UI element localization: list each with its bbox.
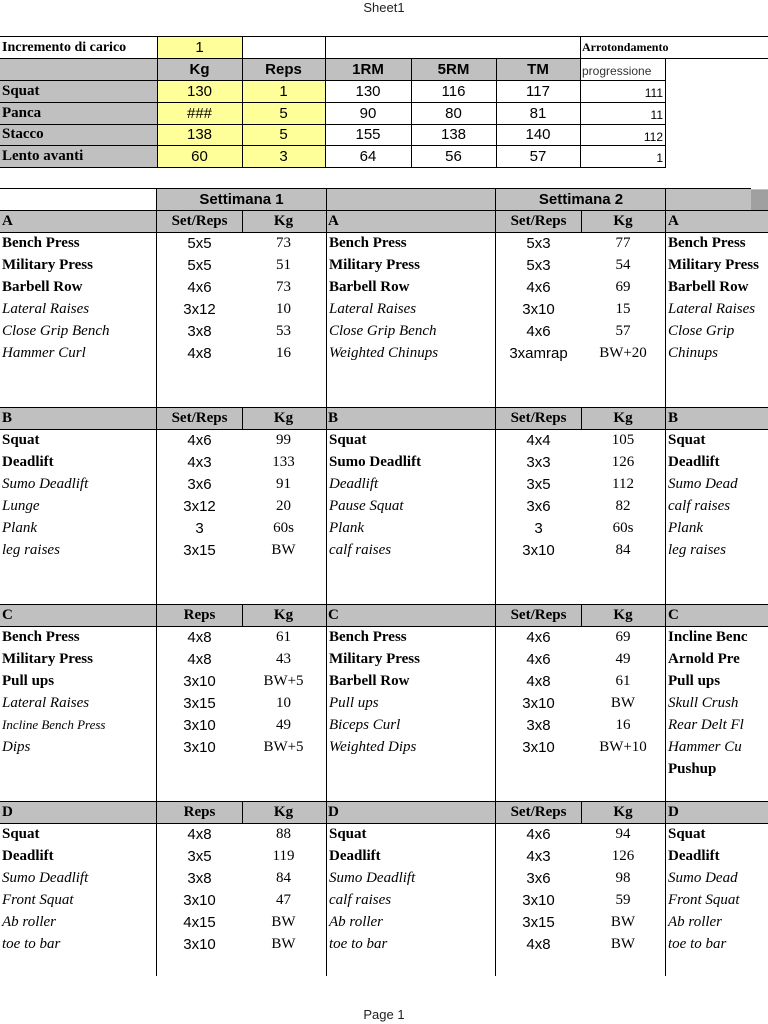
kg-value[interactable]: 105: [611, 431, 635, 448]
col-header-5rm: 5RM: [437, 60, 470, 78]
kg-header: Kg: [613, 212, 633, 229]
kg-value[interactable]: 61: [615, 672, 631, 689]
lift-reps[interactable]: 5: [279, 126, 288, 143]
grid-line: [665, 58, 666, 167]
exercise-name: calf raises: [668, 497, 731, 514]
set-reps-value[interactable]: 3x10: [183, 716, 216, 734]
lift-reps[interactable]: 5: [279, 104, 288, 122]
kg-value[interactable]: 43: [276, 650, 291, 667]
set-reps-value[interactable]: 4x4: [526, 431, 551, 449]
grid-line: [581, 210, 582, 232]
exercise-name: Deadlift: [668, 453, 720, 470]
kg-header: Kg: [613, 409, 633, 426]
col-header-kg: Kg: [189, 60, 210, 78]
increment-value[interactable]: 1: [195, 39, 204, 56]
lift-5rm: 80: [445, 104, 462, 122]
set-reps-value[interactable]: 4x3: [187, 453, 212, 471]
kg-value[interactable]: 73: [276, 234, 291, 251]
grid-line: [242, 604, 243, 626]
lift-name: Panca: [2, 104, 42, 121]
set-reps-value[interactable]: 3x5: [187, 847, 212, 865]
kg-value[interactable]: 119: [272, 847, 295, 864]
lift-tm: 140: [525, 126, 551, 143]
exercise-name: Deadlift: [2, 847, 54, 864]
exercise-name: Sumo Deadlift: [2, 475, 89, 492]
grid-line: [0, 823, 768, 824]
exercise-name: Bench Press: [329, 628, 407, 645]
exercise-name: Barbell Row: [329, 672, 410, 689]
col-header-reps: Reps: [265, 60, 302, 78]
set-reps-value[interactable]: 3x10: [183, 891, 216, 909]
set-reps-header: Set/Reps: [510, 606, 567, 623]
exercise-name: Hammer Cu: [668, 738, 742, 755]
exercise-name: Close Grip: [668, 322, 735, 339]
set-reps-value[interactable]: 3x8: [526, 716, 551, 734]
kg-value[interactable]: BW+5: [263, 672, 304, 689]
exercise-name: Squat: [668, 431, 706, 448]
set-reps-value[interactable]: 4x6: [526, 825, 551, 843]
lift-1rm: 90: [359, 104, 377, 122]
lift-name: Stacco: [2, 126, 44, 142]
set-reps-value[interactable]: 4x3: [526, 847, 551, 865]
kg-value[interactable]: 112: [612, 475, 634, 492]
set-reps-header: Set/Reps: [510, 409, 567, 426]
set-reps-value[interactable]: 3x15: [522, 913, 555, 931]
kg-value[interactable]: 16: [276, 344, 291, 361]
exercise-name: Pause Squat: [329, 497, 404, 514]
exercise-name: Deadlift: [329, 847, 381, 864]
exercise-name: Squat: [329, 431, 367, 448]
set-reps-value[interactable]: 3x6: [526, 869, 551, 887]
exercise-name: calf raises: [329, 891, 392, 908]
set-reps-value[interactable]: 3x10: [522, 541, 555, 559]
grid-line: [242, 36, 243, 167]
exercise-name: Rear Delt Fl: [668, 716, 744, 733]
exercise-name: Lateral Raises: [668, 300, 756, 317]
kg-value[interactable]: BW: [271, 541, 296, 558]
set-reps-value[interactable]: 3x10: [183, 738, 216, 756]
progression-label: progressione: [582, 63, 652, 78]
lift-name: Lento avanti: [2, 147, 84, 164]
lift-tm: 57: [529, 147, 547, 165]
day-label: A: [328, 212, 339, 229]
exercise-name: Weighted Chinups: [329, 344, 439, 361]
week-2-title: Settimana 2: [538, 191, 624, 208]
exercise-name: Military Press: [668, 256, 759, 273]
exercise-name: Pull ups: [329, 694, 379, 711]
grid-line: [0, 102, 666, 103]
increment-label: Incremento di carico: [2, 39, 127, 55]
exercise-name: Deadlift: [668, 847, 720, 864]
set-reps-value[interactable]: 4x6: [526, 278, 551, 296]
grid-line: [156, 188, 157, 976]
lift-progression: 11: [650, 108, 663, 122]
grid-line: [157, 36, 158, 167]
kg-value[interactable]: 84: [276, 869, 291, 886]
lift-1rm: 130: [355, 82, 381, 100]
week-1-title: Settimana 1: [199, 191, 284, 208]
exercise-name: Bench Press: [2, 628, 80, 645]
exercise-name: Sumo Dead: [668, 869, 738, 886]
day-label: A: [2, 212, 13, 229]
set-reps-value[interactable]: 3x8: [187, 322, 212, 340]
kg-value[interactable]: 10: [276, 694, 291, 711]
exercise-name: Biceps Curl: [329, 716, 401, 733]
set-reps-header: Reps: [183, 803, 216, 820]
kg-value[interactable]: 60s: [612, 519, 634, 536]
kg-value[interactable]: 47: [276, 891, 291, 908]
exercise-name: leg raises: [668, 541, 726, 558]
day-label: D: [328, 803, 339, 820]
kg-value[interactable]: 133: [272, 453, 295, 470]
day-label: B: [668, 409, 679, 426]
exercise-name: Close Grip Bench: [329, 322, 437, 339]
lift-tm: 117: [526, 82, 550, 100]
kg-value[interactable]: 15: [615, 300, 631, 317]
kg-value[interactable]: BW: [271, 913, 296, 930]
col-header-1rm: 1RM: [352, 60, 384, 78]
exercise-name: Front Squat: [2, 891, 74, 908]
set-reps-value[interactable]: 3x10: [183, 935, 216, 953]
exercise-name: Deadlift: [2, 453, 54, 470]
header-gray-fill: [0, 58, 157, 80]
kg-value[interactable]: 73: [276, 278, 291, 295]
exercise-name: Military Press: [2, 650, 93, 667]
day-label: B: [328, 409, 339, 426]
grid-line: [0, 407, 768, 408]
lift-reps[interactable]: 3: [279, 147, 288, 165]
set-reps-value[interactable]: 4x8: [187, 825, 212, 843]
grid-line: [0, 167, 666, 168]
set-reps-value[interactable]: 3x10: [522, 300, 555, 318]
kg-value[interactable]: 94: [615, 825, 631, 842]
kg-value[interactable]: 53: [276, 322, 291, 339]
exercise-name: Arnold Pre: [668, 650, 740, 667]
grid-line: [0, 210, 768, 211]
set-reps-value[interactable]: 3x10: [522, 694, 555, 712]
set-reps-value[interactable]: 4x8: [187, 650, 212, 668]
day-label: D: [2, 803, 13, 820]
set-reps-value[interactable]: 5x3: [526, 256, 551, 274]
lift-5rm: 138: [440, 126, 467, 143]
grid-line: [0, 232, 768, 233]
kg-value[interactable]: 60s: [273, 519, 294, 536]
kg-value[interactable]: BW+5: [263, 738, 304, 755]
col-header-tm: TM: [527, 60, 549, 78]
set-reps-value[interactable]: 3x6: [526, 497, 551, 515]
set-reps-value[interactable]: 5x5: [187, 234, 212, 252]
set-reps-value[interactable]: 3x15: [183, 694, 216, 712]
kg-value[interactable]: 98: [615, 869, 631, 886]
exercise-name: Close Grip Bench: [2, 322, 110, 339]
exercise-name: Ab roller: [329, 913, 384, 930]
set-reps-value[interactable]: 4x8: [526, 935, 551, 953]
exercise-name: Plank: [2, 519, 37, 536]
set-reps-header: Set/Reps: [171, 212, 228, 229]
exercise-name: Squat: [329, 825, 367, 842]
set-reps-value[interactable]: 3x12: [183, 300, 216, 318]
day-label: A: [668, 212, 679, 229]
kg-header: Kg: [273, 803, 294, 820]
exercise-name: leg raises: [2, 541, 60, 558]
kg-value[interactable]: 57: [615, 322, 631, 339]
grid-line: [0, 429, 768, 430]
kg-value[interactable]: BW+20: [599, 344, 647, 361]
grid-line: [326, 188, 327, 976]
exercise-name: Barbell Row: [2, 278, 83, 295]
grid-line: [411, 58, 412, 167]
set-reps-value[interactable]: 4x8: [187, 628, 212, 646]
exercise-name: Sumo Deadlift: [2, 869, 89, 886]
set-reps-value[interactable]: 4x8: [526, 672, 551, 690]
exercise-name: Deadlift: [329, 475, 379, 492]
exercise-name: Plank: [668, 519, 703, 536]
kg-header: Kg: [613, 606, 633, 623]
exercise-name: Lunge: [2, 497, 40, 514]
grid-line: [0, 58, 768, 59]
set-reps-header: Set/Reps: [510, 803, 567, 820]
exercise-name: Pull ups: [2, 672, 55, 689]
lift-tm: 81: [529, 104, 547, 122]
set-reps-value[interactable]: 4x6: [526, 650, 551, 668]
kg-value[interactable]: 99: [276, 431, 291, 448]
grid-line: [0, 145, 666, 146]
rounding-label: Arrotondamento: [582, 40, 669, 54]
exercise-name: Military Press: [2, 256, 93, 273]
exercise-name: Squat: [2, 825, 40, 842]
kg-value[interactable]: 88: [276, 825, 291, 842]
kg-value[interactable]: BW: [610, 694, 636, 711]
set-reps-value[interactable]: 5x3: [526, 234, 551, 252]
exercise-name: Sumo Deadlift: [329, 453, 422, 470]
exercise-name: Lateral Raises: [2, 300, 90, 317]
exercise-name: toe to bar: [329, 935, 388, 952]
exercise-name: Bench Press: [329, 234, 407, 251]
exercise-name: Hammer Curl: [2, 344, 86, 361]
exercise-name: Front Squat: [668, 891, 740, 908]
day-label: D: [668, 803, 679, 820]
set-reps-header: Set/Reps: [510, 212, 567, 229]
set-reps-value[interactable]: 4x6: [526, 628, 551, 646]
kg-value[interactable]: 126: [611, 453, 635, 470]
grid-line: [242, 801, 243, 823]
exercise-name: Ab roller: [668, 913, 723, 930]
lift-kg[interactable]: 138: [186, 126, 213, 143]
set-reps-value[interactable]: 3x6: [187, 475, 212, 493]
kg-value[interactable]: 61: [276, 628, 291, 645]
exercise-name: Plank: [329, 519, 364, 536]
kg-value[interactable]: 91: [276, 475, 291, 492]
lift-kg[interactable]: ###: [186, 104, 213, 122]
kg-value[interactable]: 84: [615, 541, 631, 558]
grid-line: [0, 80, 666, 81]
lift-5rm: 116: [441, 82, 466, 100]
exercise-name: Bench Press: [2, 234, 80, 251]
kg-value[interactable]: 20: [276, 497, 291, 514]
exercise-name: Lateral Raises: [329, 300, 417, 317]
exercise-name: Squat: [668, 825, 706, 842]
kg-value[interactable]: 69: [615, 278, 631, 295]
lift-progression: 1: [656, 151, 663, 165]
grid-line: [0, 626, 768, 627]
exercise-name: toe to bar: [2, 935, 61, 952]
set-reps-value[interactable]: 3x8: [187, 869, 212, 887]
set-reps-value[interactable]: 3x3: [526, 453, 551, 471]
grid-line: [495, 188, 496, 976]
grid-line: [0, 124, 666, 125]
set-reps-value[interactable]: 5x5: [187, 256, 212, 274]
lift-name: Squat: [2, 82, 40, 99]
grid-line: [242, 210, 243, 232]
exercise-name: Military Press: [329, 256, 420, 273]
sheet-title: Sheet1: [363, 0, 405, 15]
set-reps-value[interactable]: 4x6: [187, 431, 212, 449]
kg-value[interactable]: 10: [276, 300, 291, 317]
kg-value[interactable]: 51: [276, 256, 291, 273]
lift-1rm: 155: [355, 126, 381, 143]
kg-header: Kg: [273, 606, 294, 623]
exercise-name: Pushup: [668, 760, 717, 777]
exercise-name: Ab roller: [2, 913, 57, 930]
day-label: C: [2, 606, 13, 623]
exercise-name: Barbell Row: [329, 278, 410, 295]
grid-line: [581, 801, 582, 823]
day-label: B: [2, 409, 13, 426]
kg-value[interactable]: 59: [615, 891, 631, 908]
set-reps-value[interactable]: 4x6: [187, 278, 212, 296]
lift-reps[interactable]: 1: [279, 82, 288, 100]
kg-value[interactable]: 77: [615, 234, 631, 251]
kg-value[interactable]: 16: [615, 716, 631, 733]
set-reps-value[interactable]: 4x6: [526, 322, 551, 340]
exercise-name: Barbell Row: [668, 278, 749, 295]
kg-header: Kg: [273, 212, 294, 229]
grid-line: [496, 58, 497, 167]
kg-value[interactable]: 49: [615, 650, 631, 667]
exercise-name: Chinups: [668, 344, 719, 361]
grid-line: [325, 36, 326, 167]
grid-line: [0, 604, 768, 605]
lift-progression: 111: [644, 86, 663, 100]
kg-value[interactable]: BW: [271, 935, 296, 952]
set-reps-value[interactable]: 3x10: [522, 891, 555, 909]
exercise-name: Pull ups: [668, 672, 721, 689]
kg-header: Kg: [273, 409, 294, 426]
exercise-name: toe to bar: [668, 935, 727, 952]
kg-value[interactable]: 49: [276, 716, 291, 733]
grid-line: [665, 188, 666, 976]
kg-header: Kg: [613, 803, 633, 820]
exercise-name: calf raises: [329, 541, 392, 558]
set-reps-value[interactable]: 3: [195, 519, 204, 537]
kg-value[interactable]: 69: [615, 628, 631, 645]
set-reps-value[interactable]: 3x10: [183, 672, 216, 690]
lift-5rm: 56: [445, 147, 462, 165]
exercise-name: Sumo Deadlift: [329, 869, 416, 886]
kg-value[interactable]: 82: [615, 497, 631, 514]
lift-kg[interactable]: 60: [191, 147, 208, 165]
day-label: C: [668, 606, 679, 623]
exercise-name: Bench Press: [668, 234, 746, 251]
kg-value[interactable]: 54: [615, 256, 631, 273]
kg-value[interactable]: BW+10: [599, 738, 647, 755]
kg-value[interactable]: 126: [611, 847, 635, 864]
exercise-name: Squat: [2, 431, 40, 448]
set-reps-value[interactable]: 3x10: [522, 738, 555, 756]
grid-line: [580, 36, 581, 167]
set-reps-value[interactable]: 3xamrap: [509, 344, 568, 362]
set-reps-header: Set/Reps: [171, 409, 228, 426]
grid-line: [0, 188, 751, 189]
exercise-name: Lateral Raises: [2, 694, 90, 711]
grid-line: [0, 801, 768, 802]
exercise-name: Military Press: [329, 650, 420, 667]
set-reps-value[interactable]: 3x5: [526, 475, 551, 493]
kg-value[interactable]: BW: [610, 935, 636, 952]
set-reps-value[interactable]: 3x15: [183, 541, 216, 559]
page-footer: Page 1: [363, 1007, 405, 1022]
set-reps-header: Reps: [183, 606, 216, 623]
grid-line: [242, 407, 243, 429]
grid-line: [581, 604, 582, 626]
set-reps-value[interactable]: 4x8: [187, 344, 212, 362]
exercise-name: Skull Crush: [668, 694, 739, 711]
grid-line: [581, 407, 582, 429]
exercise-name: Weighted Dips: [329, 738, 417, 755]
day-label: C: [328, 606, 339, 623]
offpage-fill: [751, 190, 768, 210]
grid-line: [0, 36, 768, 37]
set-reps-value[interactable]: 3x12: [183, 497, 216, 515]
lift-progression: 112: [643, 129, 663, 144]
exercise-name: Sumo Dead: [668, 475, 738, 492]
exercise-name: Incline Bench Press: [2, 717, 106, 732]
set-reps-value[interactable]: 3: [534, 519, 543, 537]
exercise-name: Dips: [2, 738, 31, 755]
lift-1rm: 64: [359, 147, 377, 165]
kg-value[interactable]: BW: [610, 913, 636, 930]
set-reps-value[interactable]: 4x15: [183, 913, 216, 931]
exercise-name: Incline Benc: [668, 628, 748, 645]
lift-kg[interactable]: 130: [186, 82, 213, 100]
